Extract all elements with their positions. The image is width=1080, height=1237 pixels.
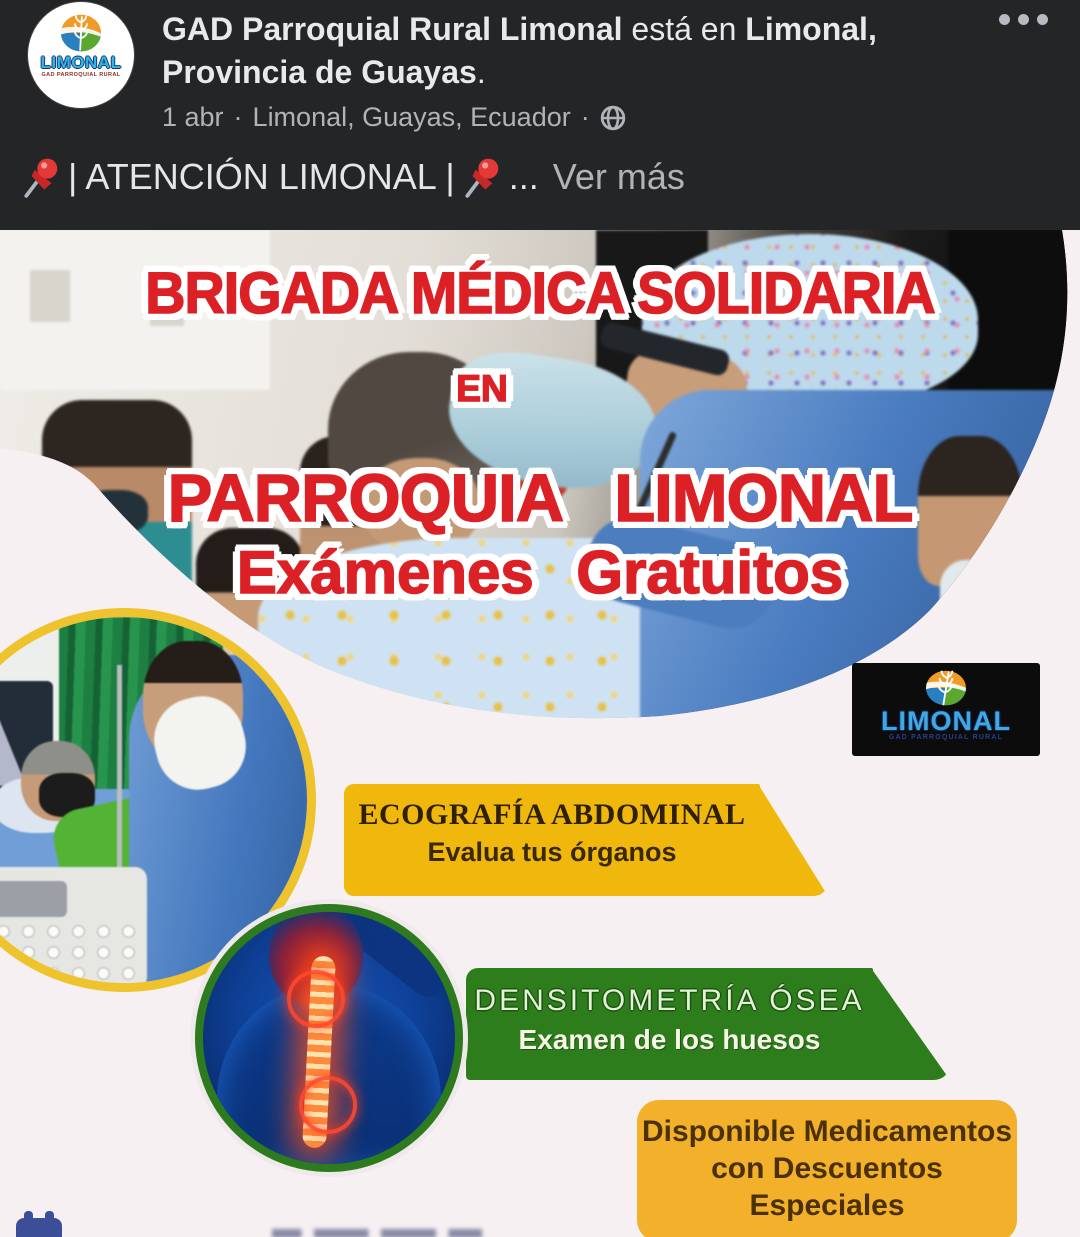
medicamentos-line1: Disponible Medicamentos (641, 1115, 1013, 1148)
checkin-place[interactable]: Limonal, Provincia de Guayas (162, 11, 877, 90)
post-ellipsis: ... (508, 156, 539, 197)
post-text[interactable] (20, 156, 1060, 198)
limonal-logo-box (852, 663, 1040, 756)
calendar-icon (16, 1218, 62, 1237)
banner-ecografia-title: ECOGRAFÍA ABDOMINAL (358, 798, 746, 831)
banner-ecografia-subtitle: Evalua tus órganos (427, 837, 677, 867)
banner-densitometria-title: DENSITOMETRÍA ÓSEA (474, 984, 865, 1017)
post-meta (162, 102, 626, 133)
avatar-logo-text: LIMONAL (40, 53, 122, 72)
medicamentos-line3: Especiales (749, 1189, 905, 1222)
medicamentos-line2: con Descuentos (711, 1152, 943, 1185)
meta-dot-2: · (580, 102, 590, 132)
headline-parroquia: PARROQUIA LIMONAL (167, 461, 913, 536)
headline-en: EN (456, 368, 508, 409)
photo-iv-pole (117, 665, 122, 879)
banner-densitometria-subtitle: Examen de los huesos (518, 1024, 821, 1055)
post-message: | ATENCIÓN LIMONAL | (68, 156, 455, 197)
page-title[interactable] (162, 8, 990, 94)
title-period: . (476, 54, 486, 90)
logo-subtext: GAD PARROQUIAL RURAL (888, 734, 1004, 741)
globe-icon (600, 105, 626, 131)
ellipsis-menu-icon[interactable] (991, 6, 1056, 33)
banner-ecografia-slant (758, 784, 828, 896)
photo-highlight-ring (287, 970, 345, 1028)
clipped-text-fragment (272, 1229, 482, 1237)
banner-densitometria (466, 968, 873, 1080)
photo-highlight-ring (299, 1076, 357, 1134)
avatar[interactable] (28, 2, 134, 108)
limonal-emblem-icon (923, 668, 969, 708)
meta-dot-1: · (233, 102, 243, 132)
see-more-link[interactable]: Ver más (552, 156, 685, 197)
banner-densitometria-slant (871, 968, 950, 1080)
spine-photo-circle (195, 904, 463, 1172)
photo-keyboard (0, 881, 67, 917)
limonal-emblem-icon (60, 12, 102, 54)
medicamentos-box (637, 1100, 1017, 1237)
avatar-logo-subtext: GAD PARROQUIAL RURAL (41, 72, 121, 78)
headline-examenes: Exámenes Gratuitos (236, 539, 844, 606)
pushpin-icon (461, 156, 503, 198)
headline-brigada: BRIGADA MÉDICA SOLIDARIA (145, 261, 935, 326)
flyer-image[interactable] (0, 230, 1080, 1237)
post-date[interactable]: 1 abr (162, 102, 224, 132)
logo-name: LIMONAL (881, 706, 1011, 736)
banner-ecografia (344, 784, 760, 896)
page-name[interactable]: GAD Parroquial Rural Limonal (162, 11, 623, 47)
pushpin-icon (20, 156, 62, 198)
post-location[interactable]: Limonal, Guayas, Ecuador (252, 102, 571, 132)
title-connector: está en (622, 11, 746, 47)
photo-control-buttons (0, 921, 147, 985)
